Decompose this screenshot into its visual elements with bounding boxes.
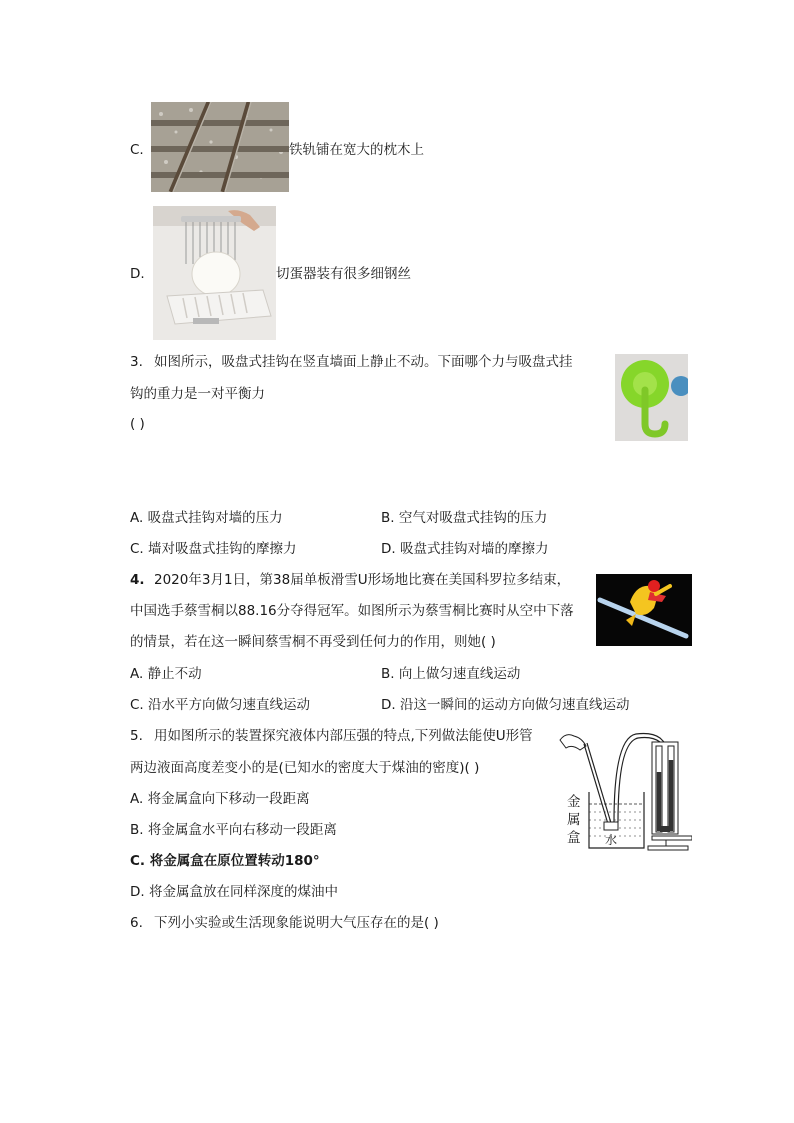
question-5-option-d: D. 将金属盒放在同样深度的煤油中 xyxy=(130,884,338,900)
question-3-option-a: A. 吸盘式挂钩对墙的压力 xyxy=(130,510,283,526)
egg-slicer-photo xyxy=(153,206,276,340)
question-5-line-2: 两边液面高度差变小的是(已知水的密度大于煤油的密度)( ) xyxy=(130,760,480,776)
question-4-line-3: 的情景，若在这一瞬间蔡雪桐不再受到任何力的作用，则她( ) xyxy=(130,634,496,650)
question-5-line-1: 用如图所示的装置探究液体内部压强的特点,下列做法能使U形管 xyxy=(154,728,533,744)
question-5-option-b: B. 将金属盒水平向右移动一段距离 xyxy=(130,822,337,838)
suction-hook-photo xyxy=(615,354,688,441)
question-4-option-a: A. 静止不动 xyxy=(130,666,202,682)
question-4-line-2: 中国选手蔡雪桐以88.16分夺得冠军。如图所示为蔡雪桐比赛时从空中下落 xyxy=(130,603,574,619)
question-4-number: 4. xyxy=(130,572,145,588)
snowboarder-photo xyxy=(596,574,692,646)
label-he: 盒 xyxy=(567,830,581,846)
question-6-line-1: 下列小实验或生活现象能说明大气压存在的是( ) xyxy=(154,915,439,931)
question-4-option-b: B. 向上做匀速直线运动 xyxy=(381,666,521,682)
option-c-letter: C. xyxy=(130,142,144,158)
question-3-option-d: D. 吸盘式挂钩对墙的摩擦力 xyxy=(381,541,549,557)
question-3-line-1: 如图所示，吸盘式挂钩在竖直墙面上静止不动。下面哪个力与吸盘式挂 xyxy=(154,354,573,370)
option-d-letter: D. xyxy=(130,266,145,282)
question-3-bracket: ( ) xyxy=(130,416,145,432)
question-4-option-c: C. 沿水平方向做匀速直线运动 xyxy=(130,697,311,713)
question-6-number: 6. xyxy=(130,915,143,931)
question-4-line-1: 2020年3月1日，第38届单板滑雪U形场地比赛在美国科罗拉多结束， xyxy=(154,572,571,588)
question-5-option-c: C. 将金属盒在原位置转动180° xyxy=(130,853,320,869)
question-5-option-a: A. 将金属盒向下移动一段距离 xyxy=(130,791,310,807)
question-3-option-c: C. 墙对吸盘式挂钩的摩擦力 xyxy=(130,541,297,557)
question-4-option-d: D. 沿这一瞬间的运动方向做匀速直线运动 xyxy=(381,697,630,713)
question-3-line-2: 钩的重力是一对平衡力 xyxy=(130,386,265,402)
label-jin: 金 xyxy=(567,794,581,810)
question-3-option-b: B. 空气对吸盘式挂钩的压力 xyxy=(381,510,548,526)
railway-track-photo xyxy=(151,102,289,192)
label-water: 水 xyxy=(605,833,618,847)
option-c-text: 铁轨铺在宽大的枕木上 xyxy=(289,142,424,158)
question-5-number: 5. xyxy=(130,728,143,744)
label-shu: 属 xyxy=(567,812,581,828)
question-3-number: 3. xyxy=(130,354,143,370)
option-d-text: 切蛋器装有很多细钢丝 xyxy=(276,266,411,282)
